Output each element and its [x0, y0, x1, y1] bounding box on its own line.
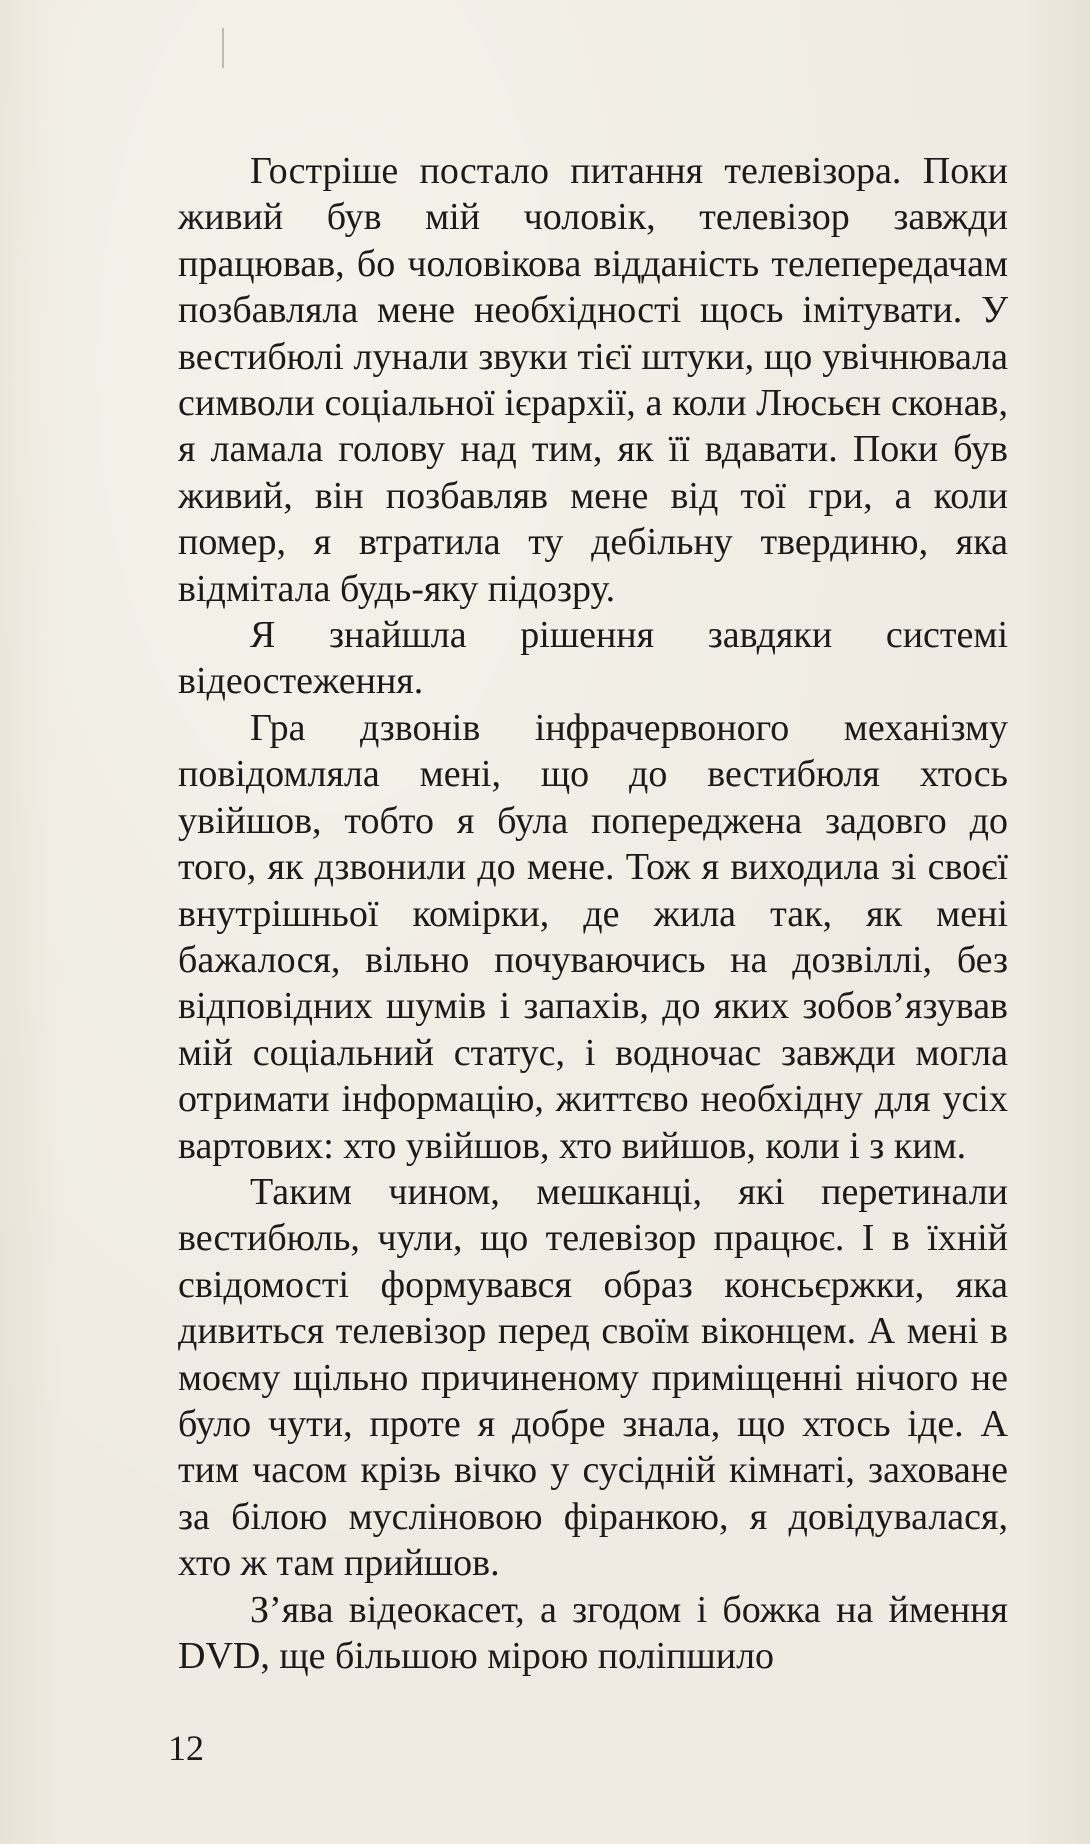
paragraph: Гра дзвонів інфрачервоного механізму повідомляла мені, що до вестибюля хтось увійшов, тобто я була попереджена задовго до того, як дзвонили до мене. Тож я виходила зі своєї внутрішньої комірки, де жила так, як мені бажалося, вільно почуваючись на дозвіллі, без відповідних шумів і запахів, до яких зобов’язував мій соціальний статус, і водночас завжди могла отримати інформацію, життєво необхідну для усіх вартових: хто увійшов, хто вийшов, коли і з ким. [178, 706, 1008, 1167]
paragraph: Я знайшла рішення завдяки системі відеостеження. [178, 614, 1008, 703]
paragraph: З’ява відеокасет, а згодом і божка на ймення DVD, ще більшою мірою поліпшило [178, 1588, 1008, 1677]
paragraph: Гостріше постало питання телевізора. Поки живий був мій чоловік, телевізор завжди працював, бо чоловікова відданість телепередачам позбавляла мене необхідності щось імітувати. У вестибюлі лунали звуки тієї штуки, що увічнювала символи соціальної ієрархії, а коли Люсьєн сконав, я ламала голову над тим, як її вдавати. Поки був живий, він позбавляв мене від тої гри, а коли помер, я втратила ту дебільну твердиню, яка відмітала будь-яку підозру. [178, 150, 1008, 610]
paragraph: Таким чином, мешканці, які перетинали вестибюль, чули, що телевізор працює. І в їхній свідомості формувався образ консьєржки, яка дивиться телевізор перед своїм віконцем. А мені в моєму щільно причиненому приміщенні нічого не було чути, проте я добре знала, що хтось іде. А тим часом крізь вічко у сусідній кімнаті, заховане за білою мусліновою фіранкою, я довідувалася, хто ж там прийшов. [178, 1170, 1008, 1585]
body-text [178, 148, 1008, 1679]
page-number: 12 [168, 1728, 204, 1768]
scan-mark [222, 28, 224, 68]
